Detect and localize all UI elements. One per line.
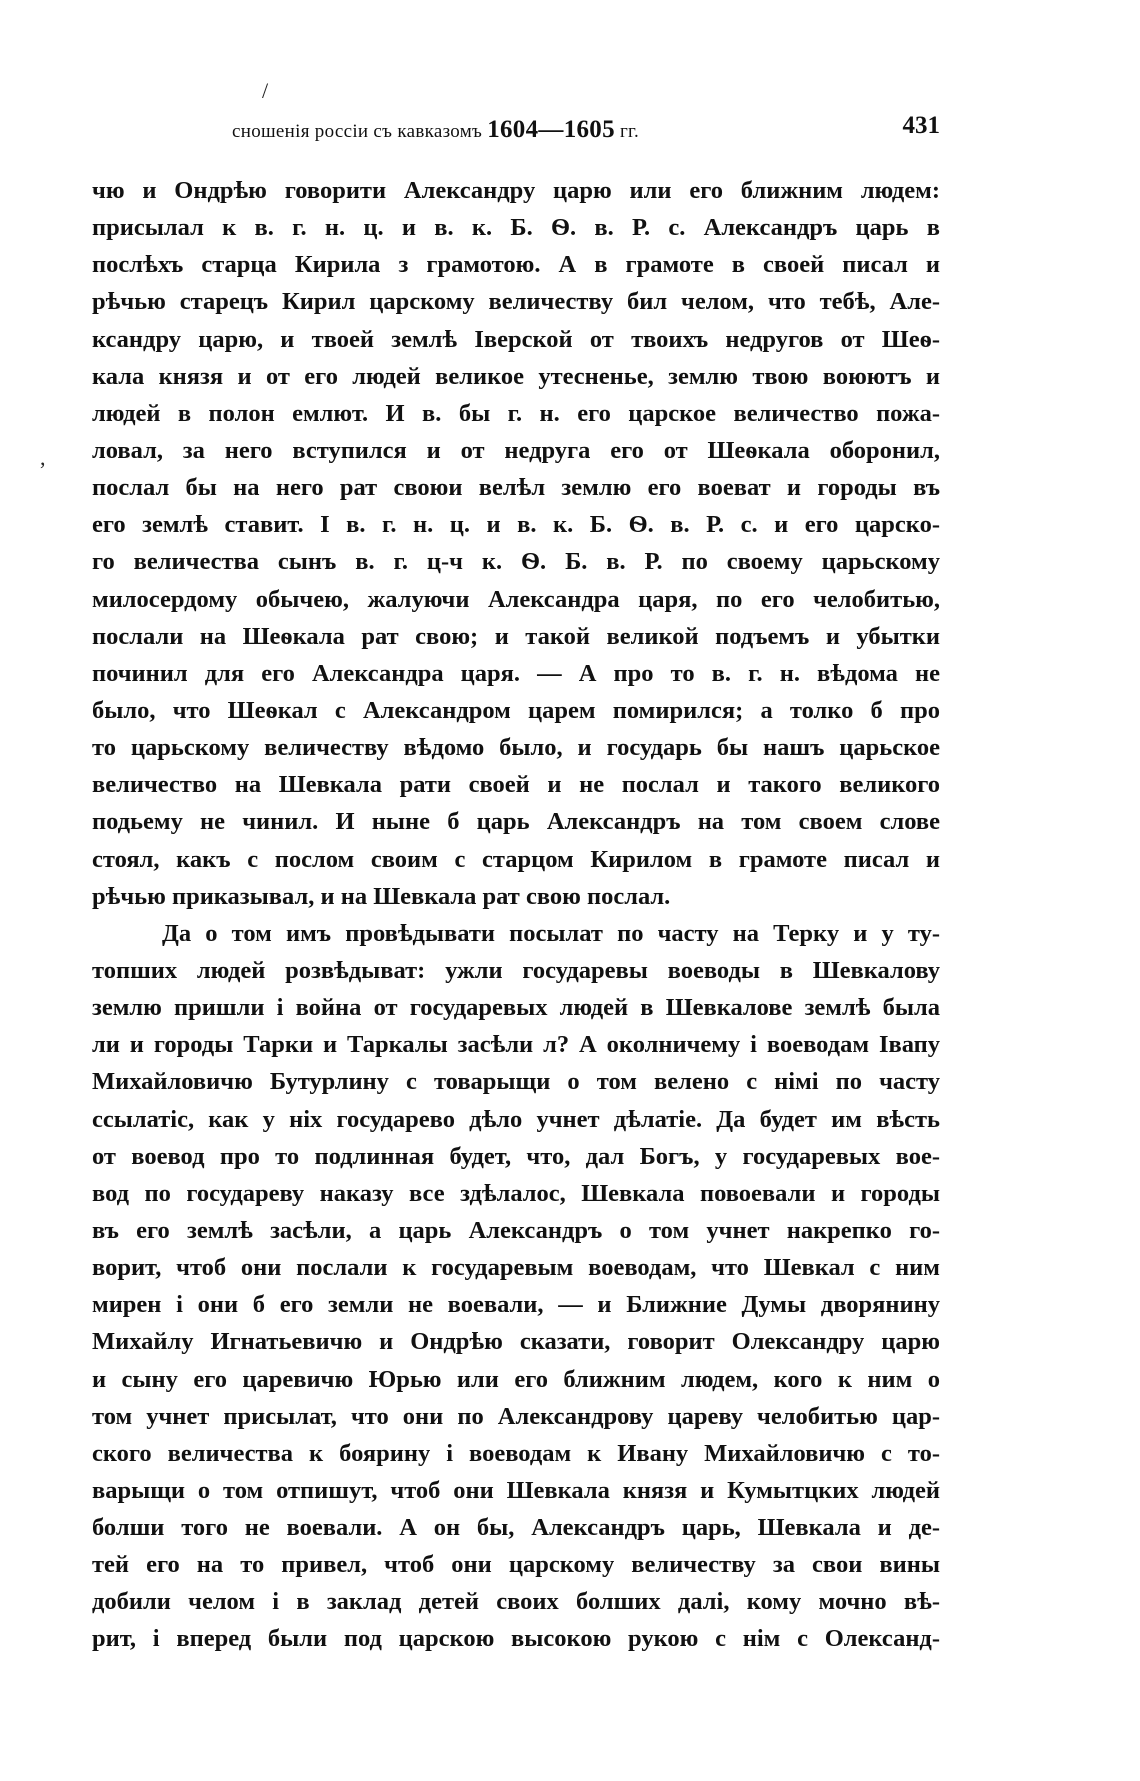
text-line: ксандру царю, и твоей землѣ Іверской от твоихъ недругов от Шеѳ- <box>92 325 940 353</box>
text-line: послал бы на него рат своюи велѣл землю его воеват и городы въ <box>92 474 940 502</box>
text-line: землю пришли і война от государевых людей в Шевкалове землѣ была <box>92 994 940 1022</box>
text-line: величество на Шевкала рати своей и не послал и такого великого <box>92 771 940 799</box>
page-header <box>92 112 940 152</box>
text-line: от воевод про то подлинная будет, что, дал Богъ, у государевых вое- <box>92 1142 940 1170</box>
text-line: послѣхъ старца Кирила з грамотою. А в грамоте в своей писал и <box>92 251 940 279</box>
text-line: чю и Ондрѣю говорити Александру царю или его ближним людем: <box>92 177 940 204</box>
text-line: том учнет присылат, что они по Александрову цареву челобитью цар- <box>92 1402 940 1430</box>
text-line: и сыну его царевичю Юрью или его ближним людем, кого к ним о <box>92 1365 940 1393</box>
text-line: рит, і вперед были под царскою высокою рукою с нім с Олександ- <box>92 1625 940 1653</box>
text-line: Михайлу Игнатьевичю и Ондрѣю сказати, говорит Олександру царю <box>92 1328 940 1356</box>
text-line: было, что Шеѳкал с Александром царем помирился; а толко б про <box>92 696 940 724</box>
text-line: тей его на то привел, чтоб они царскому величеству за свои вины <box>92 1551 940 1579</box>
running-head <box>232 116 639 144</box>
text-line: ловал, за него вступился и от недруга его от Шеѳкала оборонил, <box>92 436 940 464</box>
text-line: рѣчью старецъ Кирил царскому величеству бил челом, что тебѣ, Але- <box>92 288 940 316</box>
margin-mark-left: , <box>40 445 46 470</box>
running-head-years: 1604—1605 <box>487 116 615 143</box>
text-line: то царьскому величеству вѣдомо было, и государь бы нашъ царьское <box>92 734 940 762</box>
text-line: присылал к в. г. н. ц. и в. к. Б. Ѳ. в. Р. с. Александръ царь в <box>92 214 940 242</box>
text-line: починил для его Александра царя. — А про то в. г. н. вѣдома не <box>92 659 940 687</box>
text-line: его землѣ ставит. І в. г. н. ц. и в. к. Б. Ѳ. в. Р. с. и его царско- <box>92 511 940 539</box>
text-line: милосердому обычею, жалуючи Александра царя, по его челобитью, <box>92 585 940 613</box>
text-line: Да о том имъ провѣдывати посылат по часту на Терку и у ту- <box>162 919 940 947</box>
text-line: варыщи о том отпишут, чтоб они Шевкала князя и Кумытцких людей <box>92 1476 940 1504</box>
text-line: болши того не воевали. А он бы, Александръ царь, Шевкала и де- <box>92 1514 940 1542</box>
running-head-suffix: гг. <box>614 121 640 142</box>
text-line: добили челом і в заклад детей своих болших далі, кому мочно вѣ- <box>92 1588 940 1616</box>
text-line: послали на Шеѳкала рат свою; и такой великой подъемъ и убытки <box>92 622 940 650</box>
text-line: ссылатiс, как у нiх государево дѣло учнет дѣлатiе. Да будет им вѣсть <box>92 1105 940 1133</box>
text-line: мирен і они б его земли не воевали, — и Ближние Думы дворянину <box>92 1291 940 1319</box>
text-line: стоял, какъ с послом своим с старцом Кирилом в грамоте писал и <box>92 845 940 873</box>
text-line: ли и городы Тарки и Таркалы засѣли л? А околничему і воеводам Івапу <box>92 1031 940 1059</box>
body-text <box>92 172 940 1658</box>
page-number: 431 <box>902 112 940 139</box>
running-head-prefix: сношенія россіи съ кавказомъ <box>232 121 488 142</box>
text-line: людей в полон емлют. И в. бы г. н. его царское величество пожа- <box>92 399 940 427</box>
text-line: кала князя и от его людей великое утесненье, землю твою воюютъ и <box>92 362 940 390</box>
margin-mark-top: / <box>262 78 269 103</box>
text-line: Михайловичю Бутурлину с товарыщи о том велено с нiмi по часту <box>92 1068 940 1096</box>
text-line: подьему не чинил. И ныне б царь Александръ на том своем слове <box>92 808 940 836</box>
text-line: рѣчью приказывал, и на Шевкала рат свою послал. <box>92 882 671 910</box>
text-line: въ его землѣ засѣли, а царь Александръ о том учнет накрепко го- <box>92 1216 940 1244</box>
text-line: ского величества к боярину і воеводам к Ивану Михайловичю с то- <box>92 1439 940 1467</box>
text-line: вод по государеву наказу все здѣлалос, Шевкала повоевали и городы <box>92 1179 940 1207</box>
text-line: ворит, чтоб они послали к государевым воеводам, что Шевкал с ним <box>92 1254 940 1282</box>
text-line: го величества сынъ в. г. ц-ч к. Ѳ. Б. в. Р. по своему царьскому <box>92 548 940 576</box>
text-line: топших людей розвѣдыват: ужли государевы воеводы в Шевкалову <box>92 956 940 984</box>
